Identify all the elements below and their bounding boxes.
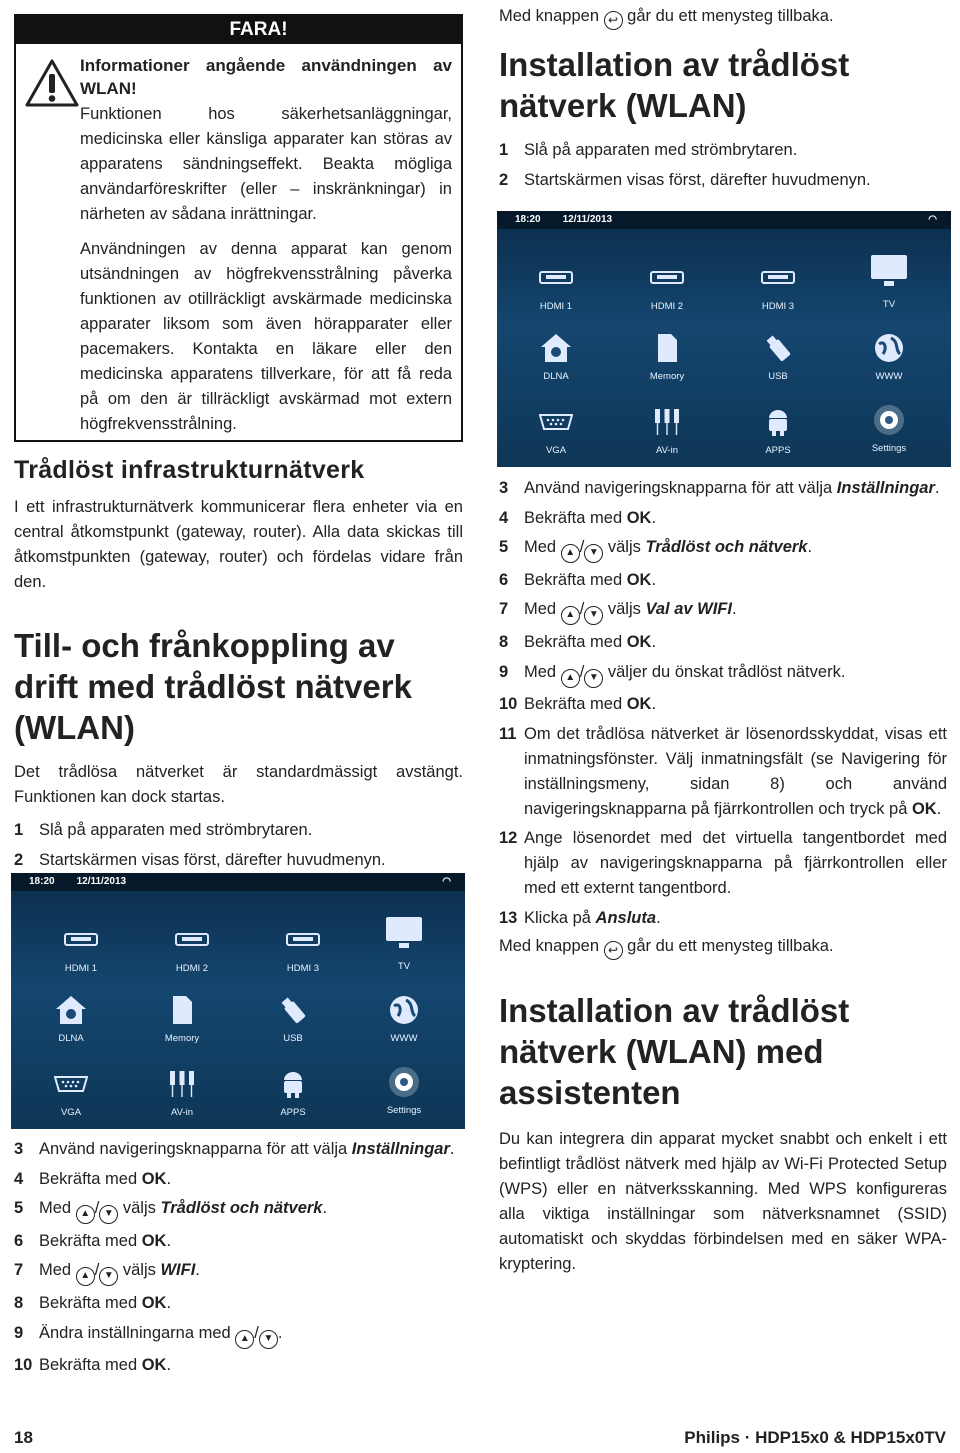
back-hint: Med knappen ↩ går du ett menysteg tillbaka. bbox=[499, 934, 947, 960]
tile-hdmi1-icon: HDMI 1 bbox=[501, 259, 611, 312]
tile-avin-icon: AV-in bbox=[127, 1065, 237, 1118]
page-number: 18 bbox=[14, 1428, 33, 1447]
left-steps-continued bbox=[14, 1137, 463, 1383]
step-item: 10 Bekräfta med OK. bbox=[14, 1356, 172, 1375]
tile-memory-icon: Memory bbox=[127, 991, 237, 1044]
step-item: 3 Använd navigeringsknapparna för att välja Inställningar. bbox=[499, 479, 940, 497]
back-hint: Med knappen ↩ går du ett menysteg tillbaka. bbox=[499, 4, 947, 30]
step-item: 9 Ändra inställningarna med ▲ / ▼ . bbox=[14, 1321, 463, 1349]
wifi-icon: ◠ bbox=[442, 876, 451, 887]
product-name: Philips · HDP15x0 & HDP15x0TV bbox=[684, 1428, 946, 1447]
step-item: 4 Bekräfta med OK. bbox=[499, 508, 657, 527]
down-arrow-icon: ▼ bbox=[259, 1330, 278, 1349]
warning-triangle-icon bbox=[24, 58, 80, 108]
step-item: 2 Startskärmen visas först, därefter huvudmenyn. bbox=[14, 850, 386, 869]
down-arrow-icon: ▼ bbox=[99, 1205, 118, 1224]
step-item: 4 Bekräfta med OK. bbox=[14, 1169, 172, 1188]
step-item: 10 Bekräfta med OK. bbox=[499, 695, 657, 714]
step-item: 5 Med ▲ / ▼ väljs Trådlöst och nätverk. bbox=[14, 1196, 463, 1224]
assistant-text: Du kan integrera din apparat mycket snabbt och enkelt i ett befintligt trådlöst nätverk med hjälp av Wi-Fi Protected Setup (WPS) eller en nätverksskanning. Med WPS konfigureras alla viktiga inställningar som nätverksnamnet (SSID) automatiskt och skyddas förbindelsen med en säker WPA-kryptering. bbox=[499, 1129, 947, 1273]
tile-dlna-icon: DLNA bbox=[501, 329, 611, 382]
tile-memory-icon: Memory bbox=[612, 329, 722, 382]
tile-tv-icon: TV bbox=[834, 247, 944, 310]
tile-usb-icon: USB bbox=[723, 329, 833, 382]
left-column bbox=[14, 455, 463, 877]
warning-heading: Informationer angående användningen av WLAN! bbox=[80, 56, 452, 98]
section-title-wlan-onoff: Till- och frånkoppling av drift med trådlöst nätverk (WLAN) bbox=[14, 627, 412, 746]
tile-www-icon: WWW bbox=[349, 991, 459, 1044]
up-arrow-icon: ▲ bbox=[561, 544, 580, 563]
warning-title: FARA! bbox=[16, 16, 461, 44]
status-bar: 18:20 12/11/2013 ◠ bbox=[497, 211, 951, 229]
right-steps-continued bbox=[499, 476, 947, 1277]
tile-avin-icon: AV-in bbox=[612, 403, 722, 456]
step-item: 2 Startskärmen visas först, därefter huvudmenyn. bbox=[499, 170, 871, 189]
step-item: 6 Bekräfta med OK. bbox=[14, 1231, 172, 1250]
step-item: 6 Bekräfta med OK. bbox=[499, 570, 657, 589]
section-title-install: Installation av trådlöst nätverk (WLAN) bbox=[499, 46, 850, 124]
up-arrow-icon: ▲ bbox=[561, 669, 580, 688]
step-item: 12 Ange lösenordet med det virtuella tangentbordet med hjälp av navigeringsknapparna på fjärrkontrollen eller med ett externt tangentbord. bbox=[499, 829, 947, 898]
step-item: 1 Slå på apparaten med strömbrytaren. bbox=[14, 821, 313, 839]
section-title-assistant: Installation av trådlöst nätverk (WLAN) med assistenten bbox=[499, 991, 850, 1111]
right-column-top bbox=[499, 4, 947, 197]
warning-box bbox=[14, 14, 463, 442]
steps-list bbox=[14, 1137, 463, 1378]
step-item: 8 Bekräfta med OK. bbox=[499, 632, 657, 651]
tile-apps-icon: APPS bbox=[723, 403, 833, 456]
step-item: 9 Med ▲ / ▼ väljer du önskat trådlöst nätverk. bbox=[499, 660, 947, 688]
tile-www-icon: WWW bbox=[834, 329, 944, 382]
tile-apps-icon: APPS bbox=[238, 1065, 348, 1118]
tile-tv-icon: TV bbox=[349, 909, 459, 972]
warning-paragraph: Användningen av denna apparat kan genom utsändningen av högfrekvensstrålning påverka funktionen av otillräckligt avskärmade medicinska apparater liksom som även hörapparater eller pacemakers. Kontakta en läkare eller den medicinska apparatens tillverkare, för att få reda på om den är tillräckligt avskärmad mot extern högfrekvensstrålning. bbox=[80, 240, 452, 433]
down-arrow-icon: ▼ bbox=[584, 669, 603, 688]
tile-hdmi3-icon: HDMI 3 bbox=[723, 259, 833, 312]
menu-screenshot bbox=[497, 211, 951, 467]
down-arrow-icon: ▼ bbox=[584, 544, 603, 563]
step-item: 5 Med ▲ / ▼ väljs Trådlöst och nätverk. bbox=[499, 535, 947, 563]
up-arrow-icon: ▲ bbox=[76, 1205, 95, 1224]
steps-list bbox=[499, 138, 947, 193]
wlan-onoff-text: Det trådlösa nätverket är standardmässigt avstängt. Funktionen kan dock startas. bbox=[14, 763, 463, 806]
warning-paragraph: Funktionen hos säkerhetsanläggningar, medicinska eller känsliga apparater kan störas av apparatens sändningseffekt. Beakta mögliga användarföreskrifter (eller – inskränkningar) in närheten av sådana inrättningar. bbox=[80, 105, 452, 223]
tile-vga-icon: VGA bbox=[501, 403, 611, 456]
steps-list bbox=[499, 476, 947, 931]
back-icon: ↩ bbox=[604, 941, 623, 960]
step-item: 8 Bekräfta med OK. bbox=[14, 1293, 172, 1312]
tile-hdmi2-icon: HDMI 2 bbox=[137, 921, 247, 974]
step-item: 13 Klicka på Ansluta. bbox=[499, 908, 661, 927]
down-arrow-icon: ▼ bbox=[584, 606, 603, 625]
step-item: 7 Med ▲ / ▼ väljs WIFI. bbox=[14, 1258, 463, 1286]
wifi-icon: ◠ bbox=[928, 214, 937, 225]
menu-screenshot bbox=[11, 873, 465, 1129]
section-title-infrastructure: Trådlöst infrastrukturnätverk bbox=[14, 456, 365, 484]
tile-dlna-icon: DLNA bbox=[16, 991, 126, 1044]
tile-settings-icon: Settings bbox=[349, 1063, 459, 1116]
step-item: 11 Om det trådlösa nätverket är lösenordsskyddat, visas ett inmatningsfönster. Välj inmatningsfält (se Navigering för inställningsmeny, sidan 8) och använd navigeringsknapparna på fjärrkontrollen och tryck på OK. bbox=[499, 724, 947, 818]
tile-vga-icon: VGA bbox=[16, 1065, 126, 1118]
infrastructure-text: I ett infrastrukturnätverk kommunicerar flera enheter via en central åtkomstpunkt (gateway, router). Alla data skickas till åtkomstpunkten (gateway, router) och fördelas vidare från den. bbox=[14, 498, 463, 591]
tile-hdmi3-icon: HDMI 3 bbox=[248, 921, 358, 974]
tile-settings-icon: Settings bbox=[834, 401, 944, 454]
steps-list bbox=[14, 818, 463, 873]
up-arrow-icon: ▲ bbox=[76, 1267, 95, 1286]
step-item: 3 Använd navigeringsknapparna för att välja Inställningar. bbox=[14, 1140, 455, 1158]
up-arrow-icon: ▲ bbox=[561, 606, 580, 625]
back-icon: ↩ bbox=[604, 11, 623, 30]
down-arrow-icon: ▼ bbox=[99, 1267, 118, 1286]
tile-hdmi1-icon: HDMI 1 bbox=[26, 921, 136, 974]
step-item: 1 Slå på apparaten med strömbrytaren. bbox=[499, 141, 798, 159]
status-bar: 18:20 12/11/2013 ◠ bbox=[11, 873, 465, 891]
up-arrow-icon: ▲ bbox=[235, 1330, 254, 1349]
tile-usb-icon: USB bbox=[238, 991, 348, 1044]
tile-hdmi2-icon: HDMI 2 bbox=[612, 259, 722, 312]
step-item: 7 Med ▲ / ▼ väljs Val av WIFI. bbox=[499, 597, 947, 625]
